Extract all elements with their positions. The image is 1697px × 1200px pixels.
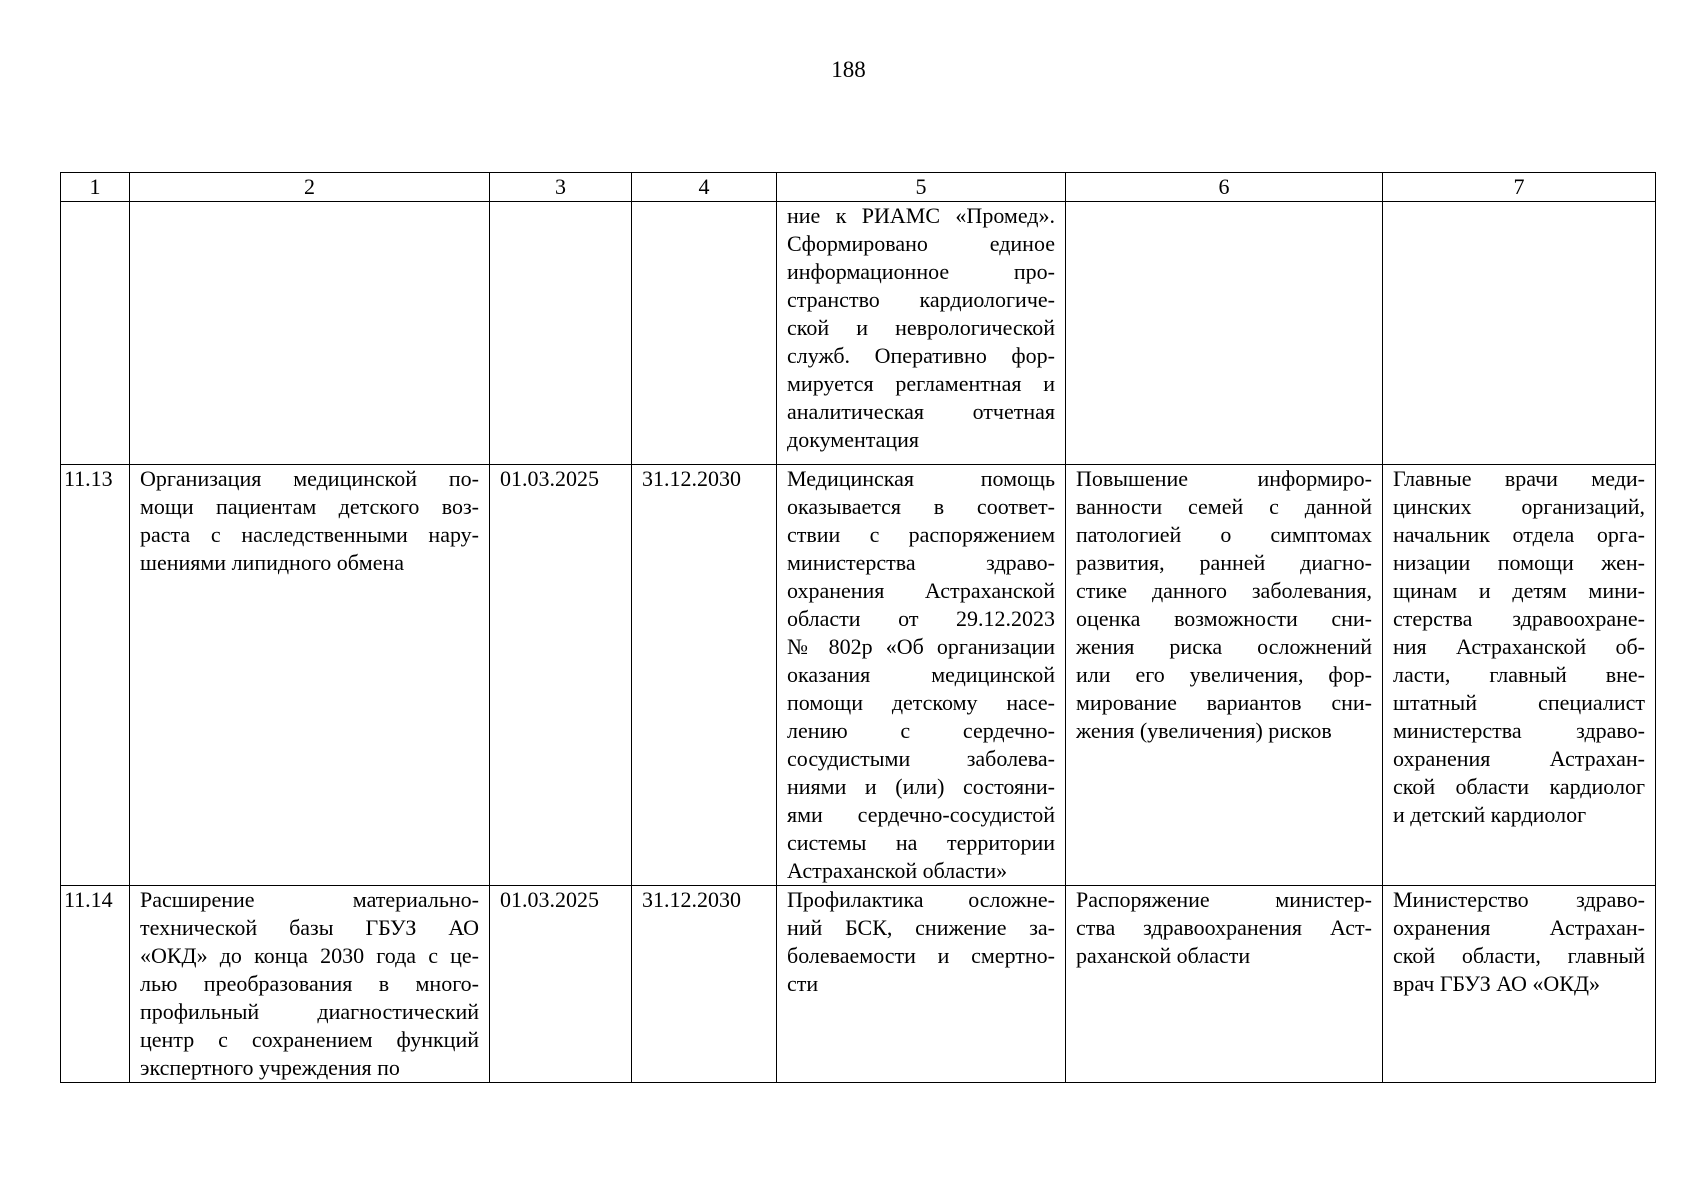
cell-line: Повышение информиро- [1076, 466, 1372, 491]
cell-line: ской и неврологической [787, 315, 1055, 340]
table-header-row [61, 173, 1656, 202]
end-date [632, 202, 777, 465]
cell-line: ванности семей с данной [1076, 494, 1372, 519]
column-header: 1 [61, 173, 130, 202]
column-header: 5 [777, 173, 1066, 202]
cell-line: аналитическая отчетная [787, 399, 1055, 424]
cell-line: оказывается в соответ- [787, 494, 1055, 519]
cell-line: развития, ранней диагно- [1076, 550, 1372, 575]
effect [1066, 202, 1383, 465]
cell-line: ласти, главный вне- [1393, 662, 1645, 687]
cell-line: шениями липидного обмена [140, 550, 405, 575]
row-number: 11.14 [61, 886, 130, 1083]
column-header: 6 [1066, 173, 1383, 202]
effect [1066, 886, 1383, 1083]
cell-line: Расширение материально- [140, 887, 479, 912]
cell-line: документация [787, 427, 920, 452]
responsible [1383, 202, 1656, 465]
end-date: 31.12.2030 [632, 465, 777, 886]
cell-line: стике данного заболевания, [1076, 578, 1372, 603]
cell-line: оказания медицинской [787, 662, 1055, 687]
cell-line: ской области, главный [1393, 943, 1645, 968]
cell-line: жения риска осложнений [1076, 634, 1372, 659]
cell-line: лению с сердечно- [787, 718, 1055, 743]
cell-line: охранения Астрахан- [1393, 746, 1645, 771]
cell-line: ние к РИАМС «Промед». [787, 203, 1055, 228]
cell-line: сосудистыми заболева- [787, 746, 1055, 771]
cell-line: штатный специалист [1393, 690, 1645, 715]
cell-line: цинских организаций, [1393, 494, 1645, 519]
cell-line: Министерство здраво- [1393, 887, 1645, 912]
cell-line: информационное про- [787, 259, 1055, 284]
cell-line: № 802р «Об организации [787, 634, 1055, 659]
expected-result [777, 886, 1066, 1083]
activity-name [130, 202, 490, 465]
cell-line: ниями и (или) состояни- [787, 774, 1055, 799]
cell-line: сти [787, 971, 819, 996]
cell-line: ской области кардиолог [1393, 774, 1645, 799]
cell-line: ствии с распоряжением [787, 522, 1055, 547]
column-header: 2 [130, 173, 490, 202]
cell-line: охранения Астраханской [787, 578, 1055, 603]
cell-line: ями сердечно-сосудистой [787, 802, 1055, 827]
cell-line: начальник отдела орга- [1393, 522, 1645, 547]
cell-line: мирование вариантов сни- [1076, 690, 1372, 715]
expected-result [777, 465, 1066, 886]
cell-line: стерства здравоохране- [1393, 606, 1645, 631]
responsible [1383, 886, 1656, 1083]
activity-name [130, 886, 490, 1083]
cell-line: экспертного учреждения по [140, 1055, 400, 1080]
cell-line: странство кардиологиче- [787, 287, 1055, 312]
table-row [61, 465, 1656, 886]
cell-line: или его увеличения, фор- [1076, 662, 1372, 687]
activity-name [130, 465, 490, 886]
column-header: 7 [1383, 173, 1656, 202]
cell-line: и детский кардиолог [1393, 802, 1587, 827]
responsible [1383, 465, 1656, 886]
cell-line: ства здравоохранения Аст- [1076, 915, 1372, 940]
cell-line: «ОКД» до конца 2030 года с це- [140, 943, 479, 968]
cell-line: Распоряжение министер- [1076, 887, 1372, 912]
cell-line: Медицинская помощь [787, 466, 1055, 491]
cell-line: оценка возможности сни- [1076, 606, 1372, 631]
table-row [61, 886, 1656, 1083]
cell-line: мируется регламентная и [787, 371, 1055, 396]
cell-line: низации помощи жен- [1393, 550, 1645, 575]
cell-line: раста с наследственными нару- [140, 522, 479, 547]
start-date: 01.03.2025 [490, 465, 632, 886]
start-date: 01.03.2025 [490, 886, 632, 1083]
cell-line: врач ГБУЗ АО «ОКД» [1393, 971, 1600, 996]
cell-line: Главные врачи меди- [1393, 466, 1645, 491]
cell-line: ния Астраханской об- [1393, 634, 1645, 659]
cell-line: болеваемости и смертно- [787, 943, 1055, 968]
cell-line: раханской области [1076, 943, 1251, 968]
row-number: 11.13 [61, 465, 130, 886]
activities-table [60, 172, 1656, 1083]
cell-line: Сформировано единое [787, 231, 1055, 256]
cell-line: технической базы ГБУЗ АО [140, 915, 479, 940]
cell-line: Профилактика осложне- [787, 887, 1055, 912]
cell-line: Астраханской области» [787, 858, 1008, 883]
row-number [61, 202, 130, 465]
cell-line: центр с сохранением функций [140, 1027, 479, 1052]
cell-line: служб. Оперативно фор- [787, 343, 1055, 368]
cell-line: профильный диагностический [140, 999, 479, 1024]
cell-line: щинам и детям мини- [1393, 578, 1645, 603]
cell-line: патологией о симптомах [1076, 522, 1372, 547]
column-header: 3 [490, 173, 632, 202]
table-row [61, 202, 1656, 465]
cell-line: ний БСК, снижение за- [787, 915, 1055, 940]
cell-line: охранения Астрахан- [1393, 915, 1645, 940]
cell-line: министерства здраво- [1393, 718, 1645, 743]
cell-line: жения (увеличения) рисков [1076, 718, 1332, 743]
cell-line: Организация медицинской по- [140, 466, 479, 491]
page-number: 188 [831, 57, 866, 82]
cell-line: лью преобразования в много- [140, 971, 479, 996]
expected-result [777, 202, 1066, 465]
cell-line: области от 29.12.2023 [787, 606, 1055, 631]
column-header: 4 [632, 173, 777, 202]
start-date [490, 202, 632, 465]
end-date: 31.12.2030 [632, 886, 777, 1083]
cell-line: помощи детскому насе- [787, 690, 1055, 715]
effect [1066, 465, 1383, 886]
cell-line: системы на территории [787, 830, 1055, 855]
cell-line: министерства здраво- [787, 550, 1055, 575]
cell-line: мощи пациентам детского воз- [140, 494, 479, 519]
